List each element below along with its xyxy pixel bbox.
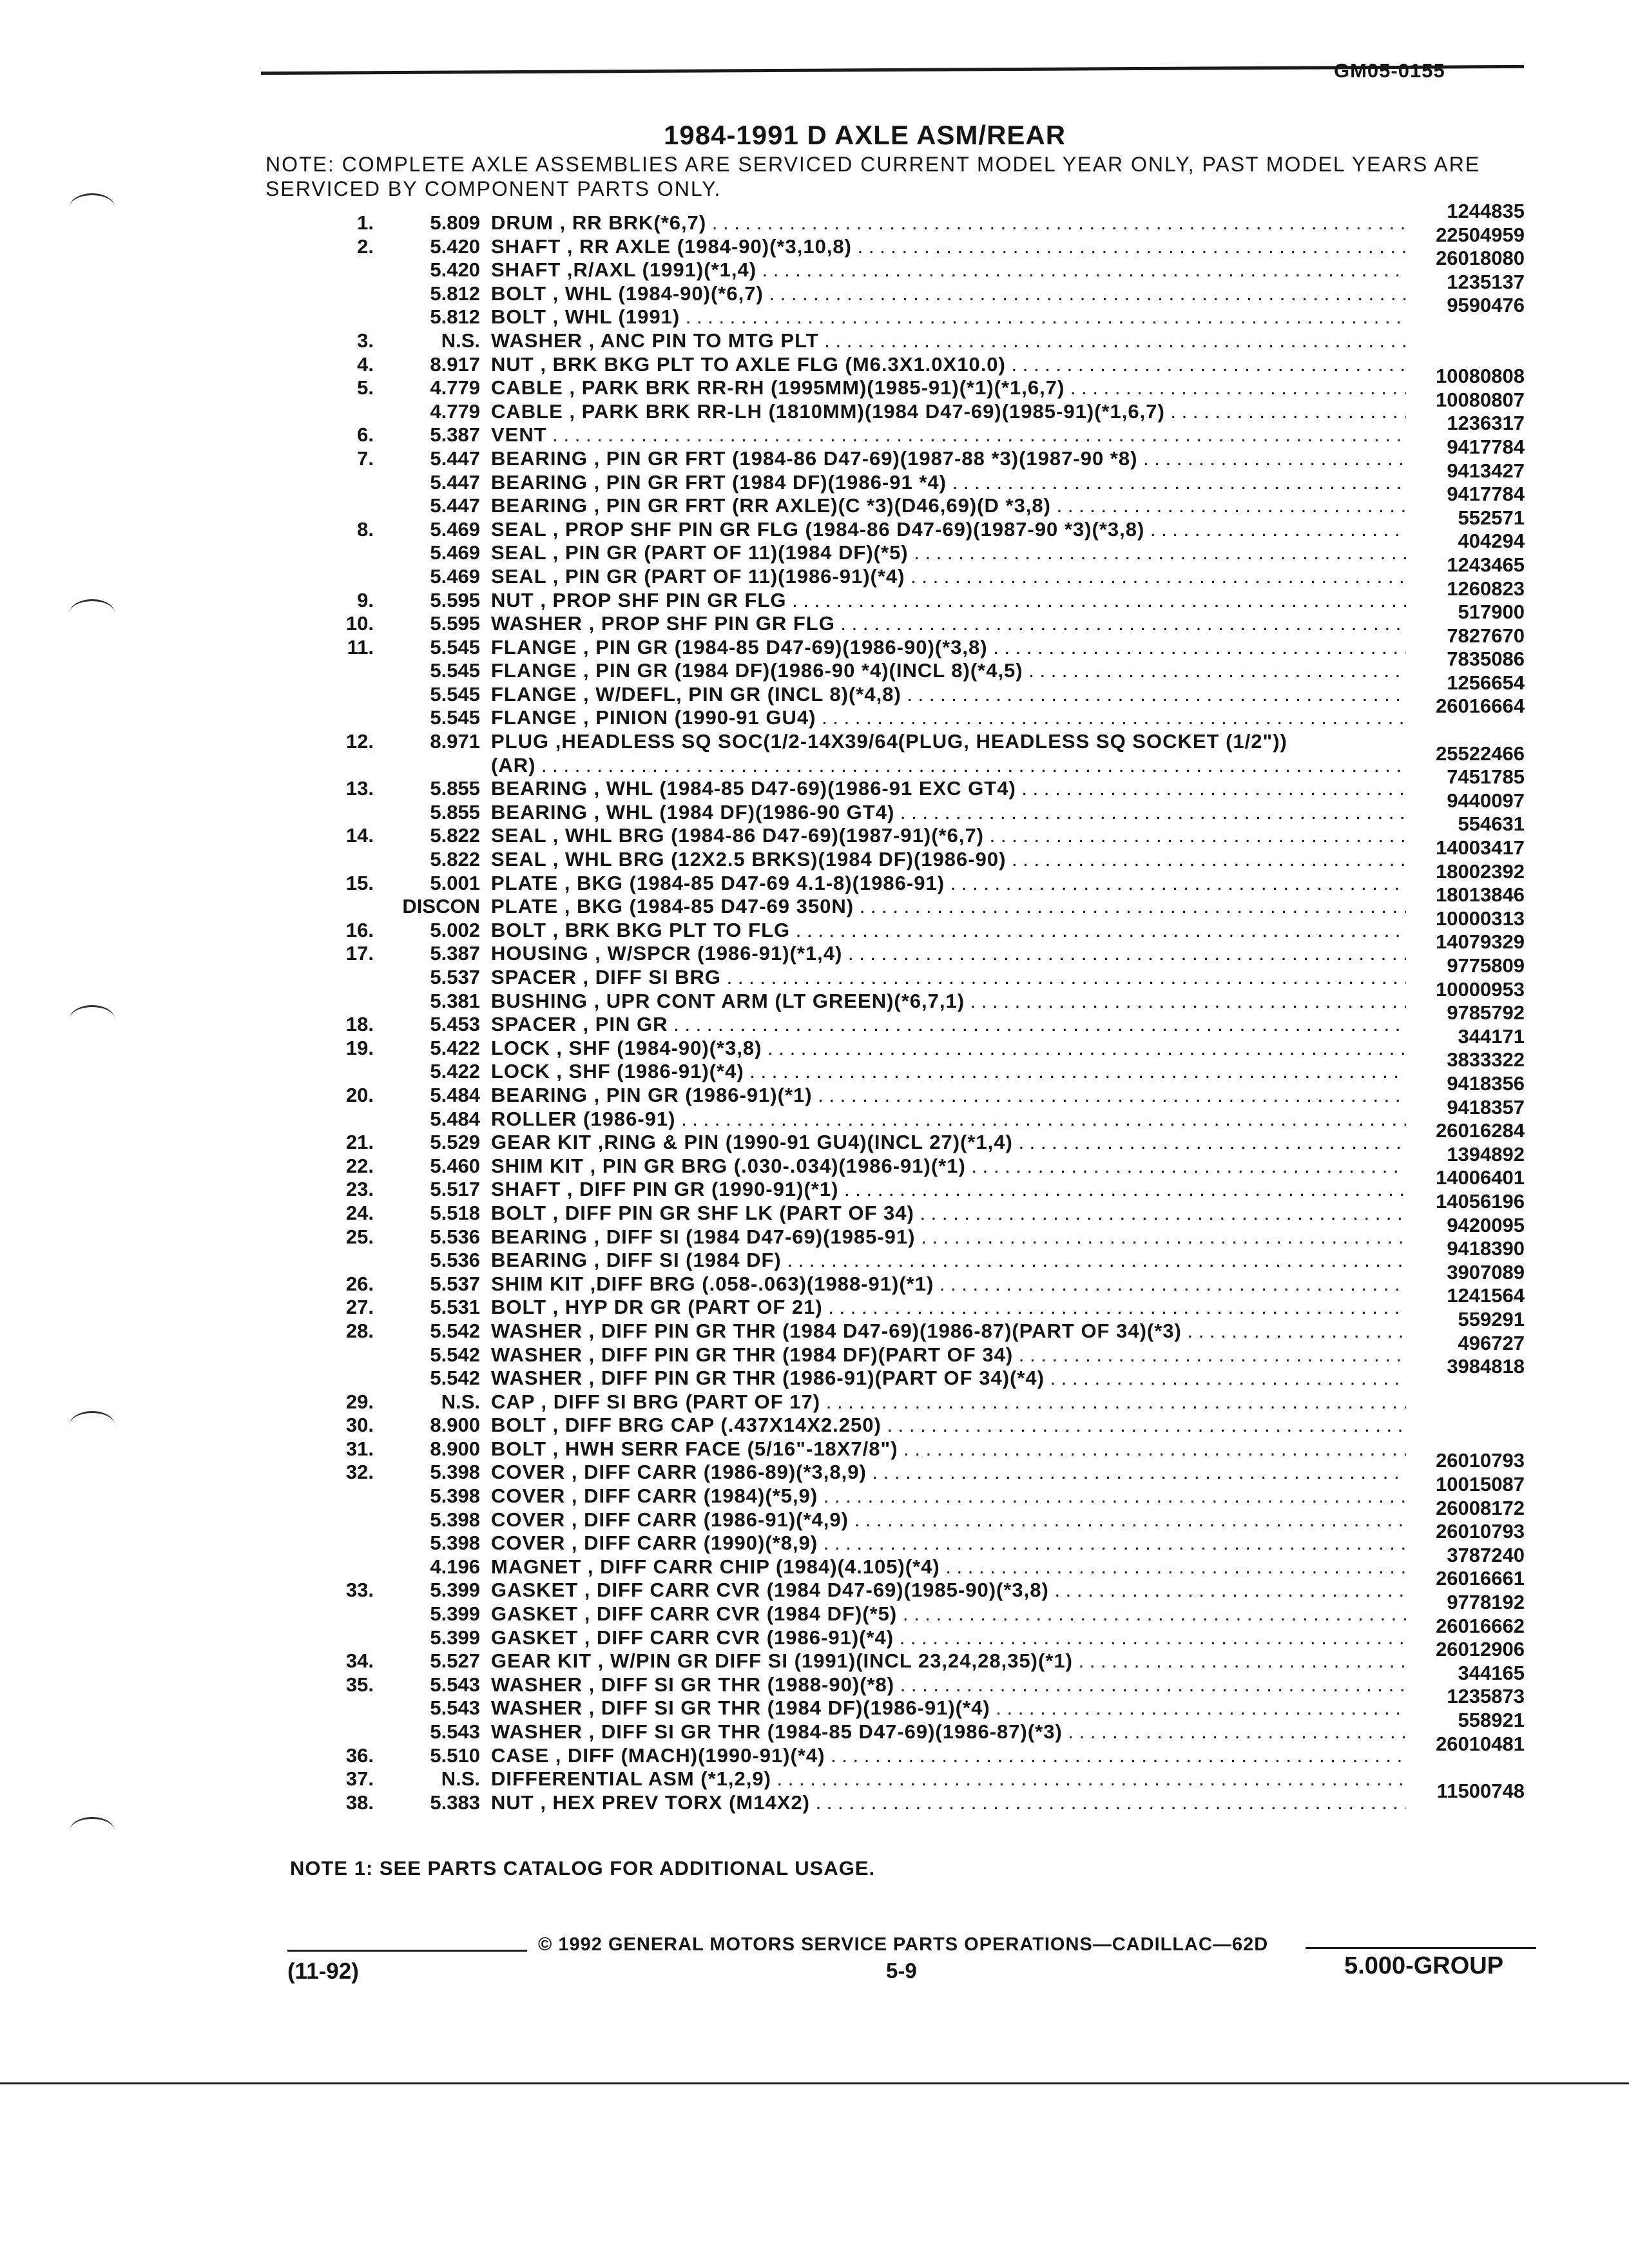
- ref-number: 26.: [345, 1272, 374, 1295]
- group-number: 5.420: [430, 235, 480, 258]
- group-number: 5.484: [430, 1107, 480, 1130]
- table-row: [0, 1410, 1629, 1437]
- part-description: GASKET , DIFF CARR CVR (1984 DF)(*5) . . .: [491, 1602, 1406, 1626]
- part-number: 404294: [1458, 530, 1525, 553]
- ref-number: 13.: [345, 777, 374, 800]
- part-number: 10000953: [1436, 977, 1525, 1001]
- part-description: NUT , PROP SHF PIN GR FLG . . .: [491, 589, 1406, 612]
- part-description: VENT . . .: [491, 423, 1406, 447]
- part-description: BEARING , DIFF SI (1984 DF) . . .: [491, 1249, 1406, 1272]
- group-number: 5.537: [430, 966, 480, 988]
- ref-number: 15.: [345, 871, 374, 894]
- part-number: 22504959: [1436, 223, 1525, 246]
- group-number: 5.398: [430, 1508, 480, 1531]
- table-row: [0, 1709, 1629, 1743]
- part-number: 26016664: [1436, 695, 1525, 718]
- part-number: 9413427: [1447, 459, 1525, 482]
- group-number: 5.469: [430, 517, 480, 541]
- part-number: 9778192: [1447, 1591, 1525, 1614]
- table-row: [0, 365, 1629, 399]
- group-number: 4.779: [430, 399, 480, 423]
- part-description: ROLLER (1986-91) . . .: [491, 1108, 1406, 1131]
- part-number: 552571: [1458, 506, 1525, 529]
- group-number: 5.460: [430, 1154, 480, 1177]
- part-description: BOLT , WHL (1984-90)(*6,7) . . .: [491, 282, 1406, 305]
- group-number: 5.469: [430, 564, 480, 588]
- part-number: 25522466: [1436, 742, 1525, 765]
- part-description: SEAL , PROP SHF PIN GR FLG (1984-86 D47-69)(1987-90 *3)(*3,8) . . .: [491, 518, 1406, 541]
- group-number: N.S.: [441, 1767, 480, 1791]
- part-description: BOLT , BRK BKG PLT TO FLG . . .: [491, 919, 1406, 942]
- table-row: [0, 530, 1629, 564]
- group-number: 5.536: [430, 1249, 480, 1272]
- table-row: [0, 648, 1629, 682]
- part-number: 554631: [1458, 812, 1525, 836]
- part-description: MAGNET , DIFF CARR CHIP (1984)(4.105)(*4) . . .: [491, 1555, 1406, 1579]
- part-number: 26016662: [1436, 1614, 1525, 1637]
- group-number: 5.399: [430, 1626, 480, 1649]
- part-description: BOLT , DIFF PIN GR SHF LK (PART OF 34) . . .: [491, 1202, 1406, 1225]
- part-description: BEARING , WHL (1984-85 D47-69)(1986-91 EXC GT4) . . .: [491, 777, 1406, 800]
- group-number: 5.812: [430, 305, 480, 329]
- group-number: 5.383: [430, 1791, 480, 1814]
- table-row: [0, 349, 1629, 376]
- part-description: COVER , DIFF CARR (1986-91)(*4,9) . . .: [491, 1508, 1406, 1532]
- part-number: 26016284: [1436, 1119, 1525, 1142]
- group-number: 5.398: [430, 1461, 480, 1484]
- group-number: 5.822: [430, 848, 480, 871]
- table-row: [0, 1387, 1629, 1413]
- part-number: 26018080: [1436, 247, 1525, 270]
- table-row: [0, 789, 1629, 823]
- table-row: [0, 883, 1629, 918]
- group-number: 5.422: [430, 1036, 480, 1059]
- part-description: GEAR KIT , W/PIN GR DIFF SI (1991)(INCL 23,24,28,35)(*1) . . .: [491, 1649, 1406, 1673]
- ref-number: 36.: [345, 1744, 374, 1767]
- part-description: WASHER , DIFF PIN GR THR (1984 DF)(PART OF 34) . . .: [491, 1343, 1406, 1367]
- group-number: 5.542: [430, 1367, 480, 1390]
- part-number: 26010793: [1436, 1520, 1525, 1543]
- part-description: BOLT , HYP DR GR (PART OF 21) . . .: [491, 1296, 1406, 1319]
- part-number: 9418390: [1447, 1237, 1525, 1260]
- group-number: 5.398: [430, 1532, 480, 1555]
- group-number: 5.536: [430, 1225, 480, 1248]
- table-row: [0, 1072, 1629, 1106]
- part-number: 517900: [1458, 601, 1525, 624]
- table-row: [0, 671, 1629, 706]
- ref-number: 30.: [345, 1414, 374, 1437]
- group-number: 5.545: [430, 682, 480, 706]
- part-description: BEARING , WHL (1984 DF)(1986-90 GT4) . . .: [491, 801, 1406, 824]
- part-number: 1241564: [1447, 1284, 1525, 1307]
- table-row: [0, 388, 1629, 423]
- part-number: 10000313: [1436, 907, 1525, 930]
- part-number: 10015087: [1436, 1473, 1525, 1496]
- table-row: [0, 1355, 1629, 1390]
- part-description: COVER , DIFF CARR (1990)(*8,9) . . .: [491, 1532, 1406, 1555]
- group-number: 5.595: [430, 588, 480, 611]
- part-number: 11500748: [1436, 1779, 1525, 1802]
- part-number: 3907089: [1447, 1260, 1525, 1283]
- part-description: WASHER , ANC PIN TO MTG PLT . . .: [491, 329, 1406, 352]
- group-number: 5.531: [430, 1296, 480, 1319]
- group-number: 5.469: [430, 541, 480, 564]
- part-number: 10080808: [1436, 365, 1525, 388]
- part-number: 26012906: [1436, 1638, 1525, 1661]
- part-description: BEARING , PIN GR FRT (RR AXLE)(C *3)(D46,69)(D *3,8) . . .: [491, 494, 1406, 517]
- group-number: 5.812: [430, 282, 480, 305]
- part-number: 7835086: [1447, 648, 1525, 671]
- table-row: [0, 836, 1629, 871]
- ref-number: 10.: [345, 612, 374, 635]
- part-description: BOLT , HWH SERR FACE (5/16"-18X7/8") . . .: [491, 1437, 1406, 1461]
- part-number: 3984818: [1447, 1355, 1525, 1378]
- part-description: SHIM KIT , PIN GR BRG (.030-.034)(1986-91)(*1) . . .: [491, 1155, 1406, 1178]
- part-number: 344171: [1458, 1024, 1525, 1048]
- part-number: 9418356: [1447, 1072, 1525, 1095]
- part-number: 9785792: [1447, 1001, 1525, 1024]
- part-number: 14056196: [1436, 1189, 1525, 1213]
- part-description: PLATE , BKG (1984-85 D47-69 4.1-8)(1986-91) . . .: [491, 872, 1406, 895]
- part-number: 1235137: [1447, 270, 1525, 293]
- table-row: [0, 860, 1629, 894]
- ref-number: 7.: [357, 447, 374, 470]
- part-number: 1243465: [1447, 553, 1525, 576]
- parts-list: [0, 200, 1629, 1814]
- part-description: COVER , DIFF CARR (1986-89)(*3,8,9) . . .: [491, 1461, 1406, 1484]
- part-number: 3833322: [1447, 1048, 1525, 1072]
- header-note: NOTE: COMPLETE AXLE ASSEMBLIES ARE SERVICED CURRENT MODEL YEAR ONLY, PAST MODEL YEARS ARE SERVICED BY COMPONENT PARTS ONLY.: [265, 153, 1481, 200]
- table-row: [0, 553, 1629, 588]
- group-number: 5.543: [430, 1673, 480, 1696]
- part-description: SPACER , PIN GR . . .: [491, 1013, 1406, 1036]
- part-description: BEARING , PIN GR (1986-91)(*1) . . .: [491, 1084, 1406, 1107]
- part-number: 26010793: [1436, 1449, 1525, 1472]
- group-number: 5.420: [430, 258, 480, 282]
- group-number: 8.917: [430, 352, 480, 376]
- group-number: DISCON: [402, 895, 480, 918]
- group-number: 8.900: [430, 1437, 480, 1460]
- group-number: 5.529: [430, 1131, 480, 1154]
- table-row: [0, 483, 1629, 517]
- group-number: N.S.: [441, 1390, 480, 1413]
- ref-number: 14.: [345, 824, 374, 847]
- group-number: 8.900: [430, 1414, 480, 1437]
- group-number: 5.447: [430, 470, 480, 494]
- group-number: 5.453: [430, 1013, 480, 1036]
- table-row: [0, 1048, 1629, 1083]
- group-number: 5.595: [430, 612, 480, 635]
- ref-number: 34.: [345, 1649, 374, 1673]
- table-row: [0, 726, 1629, 753]
- binder-mark-5: [70, 1817, 115, 1845]
- part-description: SEAL , PIN GR (PART OF 11)(1984 DF)(*5) . . .: [491, 541, 1406, 564]
- ref-number: 17.: [345, 942, 374, 965]
- part-number: 9420095: [1447, 1213, 1525, 1236]
- table-row: [0, 954, 1629, 988]
- ref-number: 29.: [345, 1390, 374, 1413]
- part-number: 1260823: [1447, 577, 1525, 600]
- ref-number: 32.: [345, 1461, 374, 1484]
- part-number: 26016661: [1436, 1567, 1525, 1590]
- group-number: 5.545: [430, 659, 480, 682]
- part-description: WASHER , PROP SHF PIN GR FLG . . .: [491, 612, 1406, 635]
- group-number: 5.510: [430, 1744, 480, 1767]
- table-row: [0, 1732, 1629, 1767]
- ref-number: 8.: [357, 517, 374, 541]
- ref-number: 27.: [345, 1296, 374, 1319]
- part-number: 558921: [1458, 1709, 1525, 1731]
- group-number: 5.543: [430, 1696, 480, 1720]
- group-number: 5.002: [430, 918, 480, 941]
- group-number: 5.855: [430, 800, 480, 823]
- part-description: FLANGE , PIN GR (1984 DF)(1986-90 *4)(INCL 8)(*4,5) . . .: [491, 659, 1406, 682]
- table-row: [0, 294, 1629, 329]
- part-number: 14003417: [1436, 836, 1525, 860]
- group-number: 5.527: [430, 1649, 480, 1673]
- group-number: 4.196: [430, 1555, 480, 1578]
- group-number: 5.543: [430, 1720, 480, 1743]
- part-description: COVER , DIFF CARR (1984)(*5,9) . . .: [491, 1485, 1406, 1508]
- ref-number: 18.: [345, 1013, 374, 1036]
- group-number: 5.399: [430, 1579, 480, 1602]
- part-description: WASHER , DIFF SI GR THR (1984-85 D47-69)(1986-87)(*3) . . .: [491, 1720, 1406, 1744]
- table-row: [0, 812, 1629, 847]
- part-description: SHAFT ,R/AXL (1991)(*1,4) . . .: [491, 258, 1406, 282]
- part-description: LOCK , SHF (1984-90)(*3,8) . . .: [491, 1037, 1406, 1060]
- group-number: 5.484: [430, 1083, 480, 1106]
- part-number: 9590476: [1447, 294, 1525, 317]
- part-description: GASKET , DIFF CARR CVR (1986-91)(*4) . . .: [491, 1626, 1406, 1649]
- part-number: 18002392: [1436, 860, 1525, 883]
- part-number: 1244835: [1447, 200, 1525, 222]
- part-description: FLANGE , W/DEFL, PIN GR (INCL 8)(*4,8) . . .: [491, 683, 1406, 706]
- part-description: GASKET , DIFF CARR CVR (1984 D47-69)(1985-90)(*3,8) . . .: [491, 1579, 1406, 1602]
- table-row: [0, 624, 1629, 658]
- table-row: [0, 695, 1629, 729]
- table-row: [0, 325, 1629, 352]
- group-number: 4.779: [430, 376, 480, 399]
- ref-number: 37.: [345, 1767, 374, 1791]
- part-number: 9775809: [1447, 954, 1525, 977]
- part-number: 7827670: [1447, 624, 1525, 647]
- table-row: [0, 1434, 1629, 1460]
- section-group: 5.000-GROUP: [1344, 1952, 1504, 1979]
- part-number: 10080807: [1436, 388, 1525, 411]
- part-description: PLATE , BKG (1984-85 D47-69 350N) . . .: [491, 895, 1406, 918]
- table-row: [0, 601, 1629, 635]
- group-number: 5.422: [430, 1060, 480, 1083]
- ref-number: 20.: [345, 1083, 374, 1106]
- part-description: FLANGE , PINION (1990-91 GU4) . . .: [491, 706, 1406, 729]
- group-number: 5.398: [430, 1485, 480, 1508]
- table-row: [0, 200, 1629, 234]
- footer-rule-left: [287, 1950, 527, 1952]
- group-number: 8.971: [430, 730, 480, 753]
- part-number: 1256654: [1447, 671, 1525, 694]
- group-number: 5.542: [430, 1319, 480, 1342]
- table-row: [0, 930, 1629, 965]
- part-number: 1235873: [1447, 1685, 1525, 1708]
- table-row: [0, 907, 1629, 941]
- group-number: 5.399: [430, 1602, 480, 1626]
- ref-number: 21.: [345, 1131, 374, 1154]
- group-number: 5.855: [430, 777, 480, 800]
- part-number: 26010481: [1436, 1732, 1525, 1755]
- group-number: 5.381: [430, 989, 480, 1012]
- document-id: GM05-0155: [1334, 59, 1445, 82]
- table-row: [0, 1213, 1629, 1248]
- part-number: 559291: [1458, 1307, 1525, 1331]
- group-number: 5.809: [430, 211, 480, 234]
- ref-number: 16.: [345, 918, 374, 941]
- ref-number: 33.: [345, 1579, 374, 1602]
- table-row: [0, 742, 1629, 776]
- ref-number: 4.: [357, 352, 374, 376]
- ref-number: 25.: [345, 1225, 374, 1248]
- ref-number: 23.: [345, 1178, 374, 1201]
- table-row: [0, 1331, 1629, 1366]
- part-description: WASHER , DIFF PIN GR THR (1984 D47-69)(1986-87)(PART OF 34)(*3) . . .: [491, 1320, 1406, 1343]
- part-description: CAP , DIFF SI BRG (PART OF 17) . . .: [491, 1390, 1406, 1414]
- group-number: 5.387: [430, 423, 480, 447]
- ref-number: 3.: [357, 329, 374, 352]
- page-title: 1984-1991 D AXLE ASM/REAR: [664, 120, 1066, 150]
- part-number: 14006401: [1436, 1166, 1525, 1189]
- part-description: BEARING , PIN GR FRT (1984 DF)(1986-91 *4) . . .: [491, 471, 1406, 494]
- ref-number: 2.: [357, 235, 374, 258]
- part-number: 1236317: [1447, 412, 1525, 435]
- ref-number: 1.: [357, 211, 374, 234]
- part-description: HOUSING , W/SPCR (1986-91)(*1,4) . . .: [491, 942, 1406, 965]
- part-number: 496727: [1458, 1331, 1525, 1354]
- part-description: CASE , DIFF (MACH)(1990-91)(*4) . . .: [491, 1744, 1406, 1767]
- part-description: BOLT , DIFF BRG CAP (.437X14X2.250) . . .: [491, 1414, 1406, 1437]
- table-row: [0, 765, 1629, 800]
- part-description: CABLE , PARK BRK RR-LH (1810MM)(1984 D47-69)(1985-91)(*1,6,7) . . .: [491, 400, 1406, 423]
- ref-number: 28.: [345, 1319, 374, 1342]
- part-description: SHAFT , DIFF PIN GR (1990-91)(*1) . . .: [491, 1178, 1406, 1201]
- group-number: 5.537: [430, 1272, 480, 1295]
- ref-number: 11.: [347, 635, 374, 658]
- part-number: 9418357: [1447, 1095, 1525, 1119]
- table-row: [0, 1095, 1629, 1130]
- part-number: 9417784: [1447, 435, 1525, 458]
- table-row: [0, 223, 1629, 258]
- group-number: 5.545: [430, 635, 480, 658]
- ref-number: 19.: [345, 1036, 374, 1059]
- ref-number: 22.: [345, 1154, 374, 1177]
- part-description: SHIM KIT ,DIFF BRG (.058-.063)(1988-91)(*1) . . .: [491, 1273, 1406, 1296]
- group-number: 5.822: [430, 824, 480, 847]
- part-description: LOCK , SHF (1986-91)(*4) . . .: [491, 1060, 1406, 1083]
- page-number: 5-9: [886, 1959, 917, 1983]
- part-description: BEARING , DIFF SI (1984 D47-69)(1985-91) . . .: [491, 1225, 1406, 1249]
- ref-number: 6.: [357, 423, 374, 447]
- part-description: WASHER , DIFF SI GR THR (1984 DF)(1986-91)(*4) . . .: [491, 1696, 1406, 1720]
- ref-number: 9.: [357, 588, 374, 611]
- ref-number: 12.: [345, 730, 374, 753]
- part-description: GEAR KIT ,RING & PIN (1990-91 GU4)(INCL 27)(*1,4) . . .: [491, 1131, 1406, 1154]
- part-description: (AR) . . .: [491, 754, 1406, 777]
- part-description: NUT , BRK BKG PLT TO AXLE FLG (M6.3X1.0X10.0) . . .: [491, 353, 1406, 376]
- ref-number: 31.: [345, 1437, 374, 1460]
- ref-number: 38.: [345, 1791, 374, 1814]
- part-number: 9417784: [1447, 483, 1525, 506]
- part-description: PLUG ,HEADLESS SQ SOC(1/2-14X39/64(PLUG, HEADLESS SQ SOCKET (1/2")): [491, 730, 1287, 753]
- footnote: NOTE 1: SEE PARTS CATALOG FOR ADDITIONAL USAGE.: [290, 1857, 876, 1879]
- group-number: 5.545: [430, 706, 480, 729]
- part-number: 26008172: [1436, 1496, 1525, 1519]
- table-row: [0, 1449, 1629, 1484]
- part-description: SEAL , PIN GR (PART OF 11)(1986-91)(*4) . . .: [491, 565, 1406, 588]
- footer-rule-right: [1306, 1947, 1536, 1949]
- part-number: 9440097: [1447, 789, 1525, 812]
- part-description: BUSHING , UPR CONT ARM (LT GREEN)(*6,7,1) . . .: [491, 990, 1406, 1013]
- part-description: BEARING , PIN GR FRT (1984-86 D47-69)(1987-88 *3)(1987-90 *8) . . .: [491, 447, 1406, 470]
- part-description: BOLT , WHL (1991) . . .: [491, 305, 1406, 329]
- ref-number: 35.: [345, 1673, 374, 1696]
- part-description: WASHER , DIFF PIN GR THR (1986-91)(PART OF 34)(*4) . . .: [491, 1367, 1406, 1390]
- part-description: NUT , HEX PREV TORX (M14X2) . . .: [491, 1791, 1406, 1814]
- part-description: FLANGE , PIN GR (1984-85 D47-69)(1986-90)(*3,8) . . .: [491, 636, 1406, 659]
- table-row: [0, 577, 1629, 611]
- table-row: [0, 506, 1629, 541]
- part-description: WASHER , DIFF SI GR THR (1988-90)(*8) . . .: [491, 1673, 1406, 1696]
- group-number: 5.518: [430, 1201, 480, 1224]
- revision-date: (11-92): [287, 1959, 359, 1984]
- table-row: [0, 1567, 1629, 1602]
- ref-number: 24.: [345, 1201, 374, 1224]
- part-description: SHAFT , RR AXLE (1984-90)(*3,10,8) . . .: [491, 235, 1406, 258]
- group-number: 5.447: [430, 494, 480, 517]
- part-number: 344165: [1458, 1661, 1525, 1684]
- part-number: 18013846: [1436, 883, 1525, 907]
- group-number: 5.517: [430, 1178, 480, 1201]
- part-description: SEAL , WHL BRG (1984-86 D47-69)(1987-91)(*6,7) . . .: [491, 824, 1406, 847]
- part-description: DIFFERENTIAL ASM (*1,2,9) . . .: [491, 1767, 1406, 1791]
- part-number: 1394892: [1447, 1142, 1525, 1166]
- copyright: © 1992 GENERAL MOTORS SERVICE PARTS OPERATIONS—CADILLAC—62D: [538, 1934, 1269, 1955]
- part-description: SEAL , WHL BRG (12X2.5 BRKS)(1984 DF)(1986-90) . . .: [491, 848, 1406, 871]
- part-description: CABLE , PARK BRK RR-RH (1995MM)(1985-91)(*1)(*1,6,7) . . .: [491, 376, 1406, 399]
- group-number: 5.387: [430, 942, 480, 965]
- table-row: [0, 459, 1629, 494]
- bottom-rule: [0, 2082, 1629, 2084]
- group-number: N.S.: [441, 329, 480, 352]
- part-description: SPACER , DIFF SI BRG . . .: [491, 966, 1406, 989]
- part-number: 7451785: [1447, 765, 1525, 789]
- ref-number: 5.: [357, 376, 374, 399]
- group-number: 5.447: [430, 447, 480, 470]
- group-number: 5.001: [430, 871, 480, 894]
- part-description: DRUM , RR BRK(*6,7) . . .: [491, 211, 1406, 235]
- part-number: 3787240: [1447, 1543, 1525, 1566]
- group-number: 5.542: [430, 1343, 480, 1366]
- part-number: 14079329: [1436, 930, 1525, 954]
